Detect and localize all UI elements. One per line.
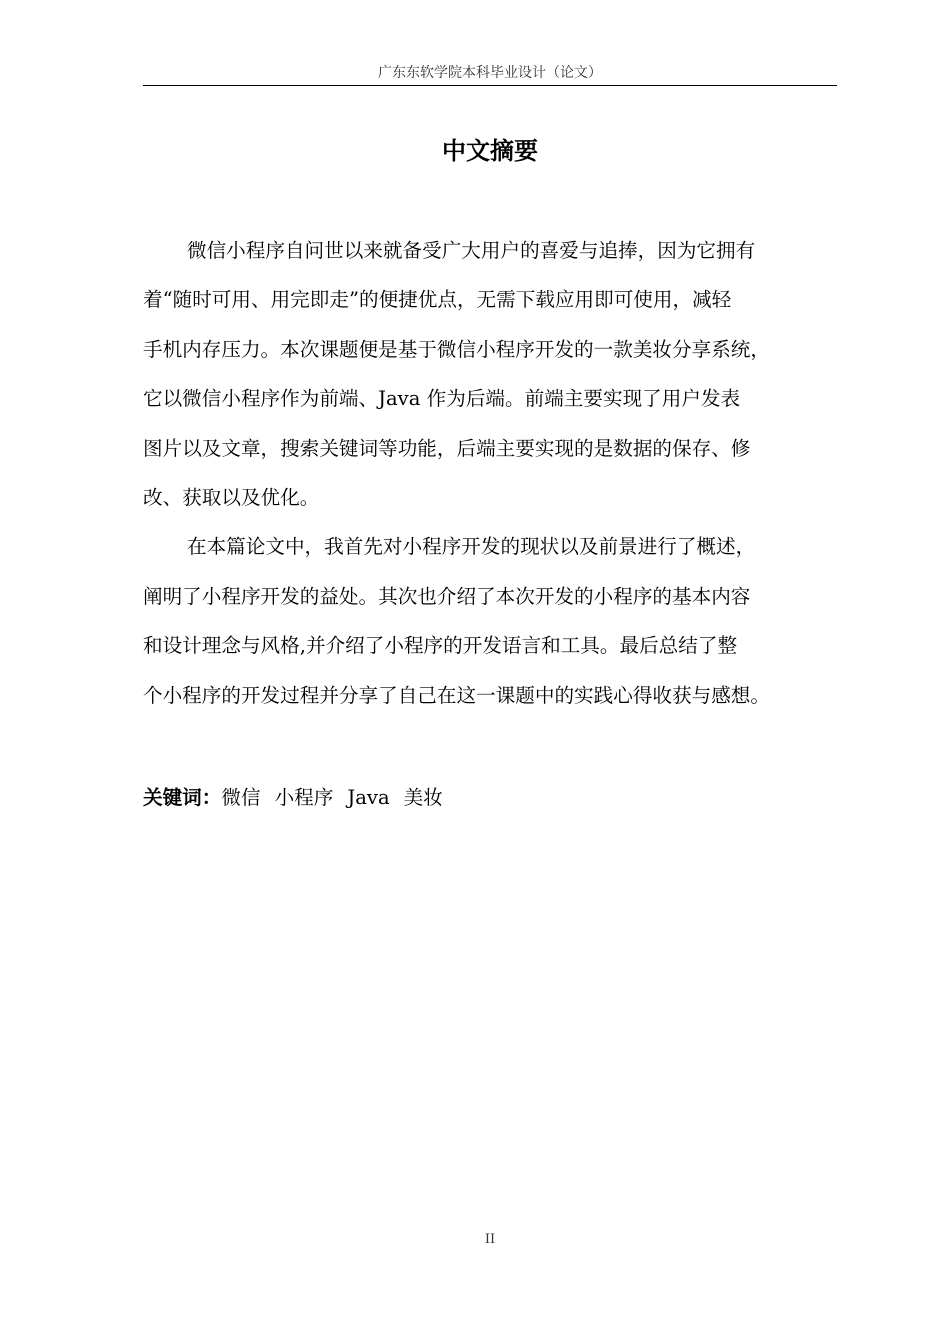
page-header: 广东东软学院本科毕业设计（论文） bbox=[378, 65, 602, 81]
keywords-label: 关键词： bbox=[143, 786, 222, 809]
paragraph-2-line-2: 阐明了小程序开发的益处。其次也介绍了本次开发的小程序的基本内容 bbox=[143, 584, 751, 608]
keyword-item: 微信 bbox=[221, 786, 261, 809]
paragraph-1-line-6: 改、获取以及优化。 bbox=[143, 485, 320, 509]
paragraph-2-line-1: 在本篇论文中，我首先对小程序开发的现状以及前景进行了概述， bbox=[187, 535, 756, 559]
paragraph-2-line-4: 个小程序的开发过程并分享了自己在这一课题中的实践心得收获与感想。 bbox=[143, 683, 770, 707]
keyword-item: 小程序 bbox=[274, 786, 334, 809]
paragraph-1-line-1: 微信小程序自问世以来就备受广大用户的喜爱与追捧，因为它拥有 bbox=[187, 239, 756, 262]
paragraph-1-line-3: 手机内存压力。本次课题便是基于微信小程序开发的一款美妆分享系统， bbox=[143, 337, 770, 361]
paragraph-1-line-5: 图片以及文章，搜索关键词等功能，后端主要实现的是数据的保存、修 bbox=[143, 436, 751, 460]
header-rule bbox=[143, 85, 837, 86]
paragraph-1-line-4: 它以微信小程序作为前端、Java 作为后端。前端主要实现了用户发表 bbox=[143, 387, 741, 411]
page-title: 中文摘要 bbox=[442, 137, 538, 165]
keywords-line bbox=[143, 780, 837, 816]
keyword-item: Java bbox=[347, 786, 390, 809]
page-number: II bbox=[484, 1232, 496, 1247]
keyword-item: 美妆 bbox=[403, 786, 443, 809]
paragraph-1-line-2: 着“随时可用、用完即走”的便捷优点，无需下载应用即可使用，减轻 bbox=[143, 288, 732, 312]
abstract-body bbox=[143, 226, 837, 720]
paragraph-2-line-3: 和设计理念与风格,并介绍了小程序的开发语言和工具。最后总结了整 bbox=[143, 634, 738, 658]
